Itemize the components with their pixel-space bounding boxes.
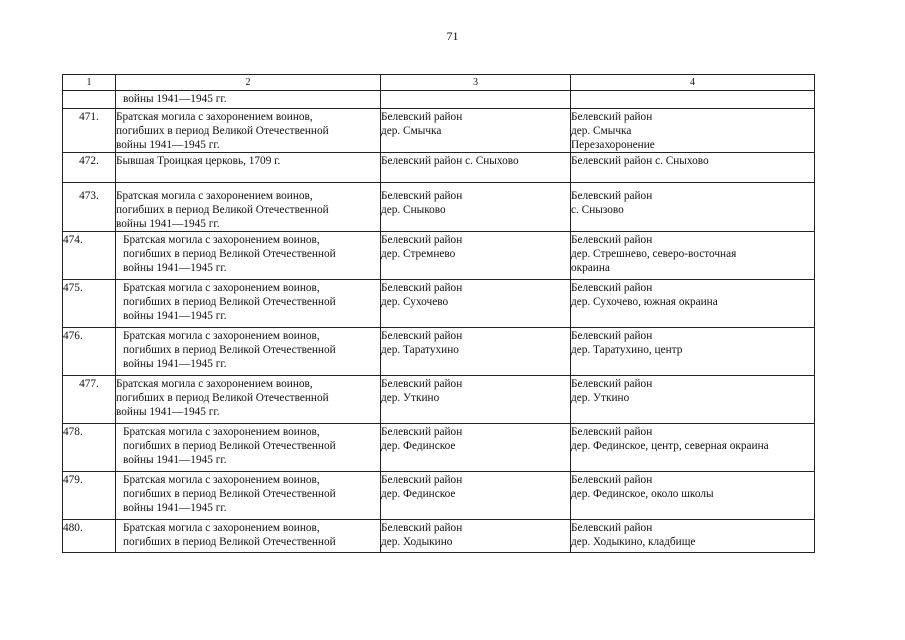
placement-cell xyxy=(571,232,815,280)
monument-name-line: погибших в период Великой Отечественной xyxy=(123,296,336,308)
location-cell xyxy=(381,376,571,424)
table-row xyxy=(63,520,815,553)
table-row xyxy=(63,109,815,153)
location-cell xyxy=(381,280,571,328)
placement-line: дер. Ходыкино, кладбище xyxy=(571,536,696,548)
row-number-cell: 476. xyxy=(63,328,116,376)
placement-line: дер. Сухочево, южная окраина xyxy=(571,296,718,308)
monument-name-line: войны 1941—1945 гг. xyxy=(123,262,227,274)
row-number-cell: 475. xyxy=(63,280,116,328)
location-cell xyxy=(381,183,571,232)
monument-name-line: Братская могила с захоронением воинов, xyxy=(116,111,313,123)
header-cell-4: 4 xyxy=(571,75,815,91)
row-number-cell: 480. xyxy=(63,520,116,553)
monument-name-line: погибших в период Великой Отечественной xyxy=(123,344,336,356)
placement-line: Белевский район xyxy=(571,190,653,202)
location-line: дер. Фединское xyxy=(381,440,456,452)
placement-cell xyxy=(571,109,815,153)
placement-cell xyxy=(571,472,815,520)
monument-name-line: Братская могила с захоронением воинов, xyxy=(116,190,313,202)
location-line: Белевский район xyxy=(381,522,463,534)
monument-name-cell xyxy=(116,472,381,520)
placement-cell xyxy=(571,280,815,328)
monument-name-line: Братская могила с захоронением воинов, xyxy=(123,234,320,246)
monument-name-line: войны 1941—1945 гг. xyxy=(116,139,220,151)
location-line: дер. Уткино xyxy=(381,392,440,404)
placement-line: дер. Таратухино, центр xyxy=(571,344,683,356)
placement-line: Белевский район xyxy=(571,522,653,534)
placement-line: дер. Фединское, около школы xyxy=(571,488,714,500)
monument-name-cell xyxy=(116,520,381,553)
location-cell xyxy=(381,520,571,553)
location-line: Белевский район xyxy=(381,234,463,246)
monument-name-line: Бывшая Троицкая церковь, 1709 г. xyxy=(116,155,281,167)
table-row xyxy=(63,153,815,183)
table-row xyxy=(63,472,815,520)
monument-name-cell xyxy=(116,376,381,424)
location-line: Белевский район xyxy=(381,111,463,123)
header-cell-1: 1 xyxy=(63,75,116,91)
placement-line: Белевский район с. Сныхово xyxy=(571,155,709,167)
placement-cell xyxy=(571,376,815,424)
location-line: Белевский район с. Сныхово xyxy=(381,155,519,167)
location-cell xyxy=(381,153,571,183)
table-row xyxy=(63,376,815,424)
header-cell-3: 3 xyxy=(381,75,571,91)
monument-name-line: войны 1941—1945 гг. xyxy=(123,502,227,514)
monument-name-line: погибших в период Великой Отечественной xyxy=(123,248,336,260)
location-cell xyxy=(381,109,571,153)
placement-cell xyxy=(571,91,815,109)
placement-cell xyxy=(571,153,815,183)
row-number-cell: 478. xyxy=(63,424,116,472)
row-number-cell: 477. xyxy=(63,376,116,424)
monument-name-line: погибших в период Великой Отечественной xyxy=(116,392,329,404)
row-number-cell: 474. xyxy=(63,232,116,280)
location-line: дер. Сныково xyxy=(381,204,446,216)
placement-line: Белевский район xyxy=(571,282,653,294)
monuments-table-body xyxy=(63,75,815,553)
monument-name-line: погибших в период Великой Отечественной xyxy=(116,125,329,137)
monument-name-line: Братская могила с захоронением воинов, xyxy=(123,282,320,294)
page-number: 71 xyxy=(446,29,459,43)
location-line: Белевский район xyxy=(381,330,463,342)
placement-line: Белевский район xyxy=(571,111,653,123)
table-row xyxy=(63,280,815,328)
row-number-cell: 479. xyxy=(63,472,116,520)
monument-name-line: войны 1941—1945 гг. xyxy=(123,310,227,322)
monument-name-line: войны 1941—1945 гг. xyxy=(123,454,227,466)
row-number-cell: 471. xyxy=(63,109,116,153)
location-cell xyxy=(381,232,571,280)
monument-name-line: войны 1941—1945 гг. xyxy=(123,93,227,105)
location-line: дер. Смычка xyxy=(381,125,442,137)
placement-line: Белевский район xyxy=(571,330,653,342)
placement-line: Перезахоронение xyxy=(571,139,655,151)
monument-name-cell xyxy=(116,232,381,280)
location-cell xyxy=(381,328,571,376)
monument-name-cell xyxy=(116,424,381,472)
monument-name-line: Братская могила с захоронением воинов, xyxy=(116,378,313,390)
placement-cell xyxy=(571,183,815,232)
monument-name-cell xyxy=(116,328,381,376)
row-number-cell xyxy=(63,91,116,109)
monument-name-cell xyxy=(116,91,381,109)
placement-line: Белевский район xyxy=(571,234,653,246)
placement-line: Белевский район xyxy=(571,474,653,486)
monument-name-line: Братская могила с захоронением воинов, xyxy=(123,426,320,438)
monument-name-line: погибших в период Великой Отечественной xyxy=(123,536,336,548)
location-line: Белевский район xyxy=(381,282,463,294)
monument-name-line: погибших в период Великой Отечественной xyxy=(123,488,336,500)
placement-cell xyxy=(571,520,815,553)
monument-name-line: Братская могила с захоронением воинов, xyxy=(123,330,320,342)
monument-name-line: Братская могила с захоронением воинов, xyxy=(123,474,320,486)
table-header-row xyxy=(63,75,815,91)
table-row xyxy=(63,232,815,280)
location-line: дер. Сухочево xyxy=(381,296,449,308)
placement-line: дер. Смычка xyxy=(571,125,632,137)
placement-line: окраина xyxy=(571,262,610,274)
monuments-table xyxy=(62,74,815,553)
monument-name-cell xyxy=(116,153,381,183)
location-line: Белевский район xyxy=(381,426,463,438)
monument-name-cell xyxy=(116,280,381,328)
location-line: Белевский район xyxy=(381,190,463,202)
placement-line: дер. Фединское, центр, северная окраина xyxy=(571,440,769,452)
monument-name-line: Братская могила с захоронением воинов, xyxy=(123,522,320,534)
placement-line: дер. Уткино xyxy=(571,392,630,404)
monument-name-line: войны 1941—1945 гг. xyxy=(116,406,220,418)
location-line: дер. Таратухино xyxy=(381,344,459,356)
placement-line: Белевский район xyxy=(571,426,653,438)
placement-line: Белевский район xyxy=(571,378,653,390)
placement-cell xyxy=(571,328,815,376)
monument-name-line: погибших в период Великой Отечественной xyxy=(123,440,336,452)
table-row xyxy=(63,328,815,376)
table-row xyxy=(63,424,815,472)
placement-line: дер. Стрешнево, северо-восточная xyxy=(571,248,737,260)
placement-line: с. Снызово xyxy=(571,204,624,216)
row-number-cell: 473. xyxy=(63,183,116,232)
location-cell xyxy=(381,424,571,472)
placement-cell xyxy=(571,424,815,472)
header-cell-2: 2 xyxy=(116,75,381,91)
location-line: дер. Стремнево xyxy=(381,248,456,260)
location-line: дер. Ходыкино xyxy=(381,536,453,548)
monument-name-cell xyxy=(116,109,381,153)
table-row xyxy=(63,183,815,232)
location-line: Белевский район xyxy=(381,474,463,486)
location-cell xyxy=(381,472,571,520)
monument-name-line: войны 1941—1945 гг. xyxy=(123,358,227,370)
location-line: Белевский район xyxy=(381,378,463,390)
row-number-cell: 472. xyxy=(63,153,116,183)
monument-name-line: войны 1941—1945 гг. xyxy=(116,218,220,230)
table-row-continuation xyxy=(63,91,815,109)
location-cell xyxy=(381,91,571,109)
monument-name-cell xyxy=(116,183,381,232)
location-line: дер. Фединское xyxy=(381,488,456,500)
monument-name-line: погибших в период Великой Отечественной xyxy=(116,204,329,216)
